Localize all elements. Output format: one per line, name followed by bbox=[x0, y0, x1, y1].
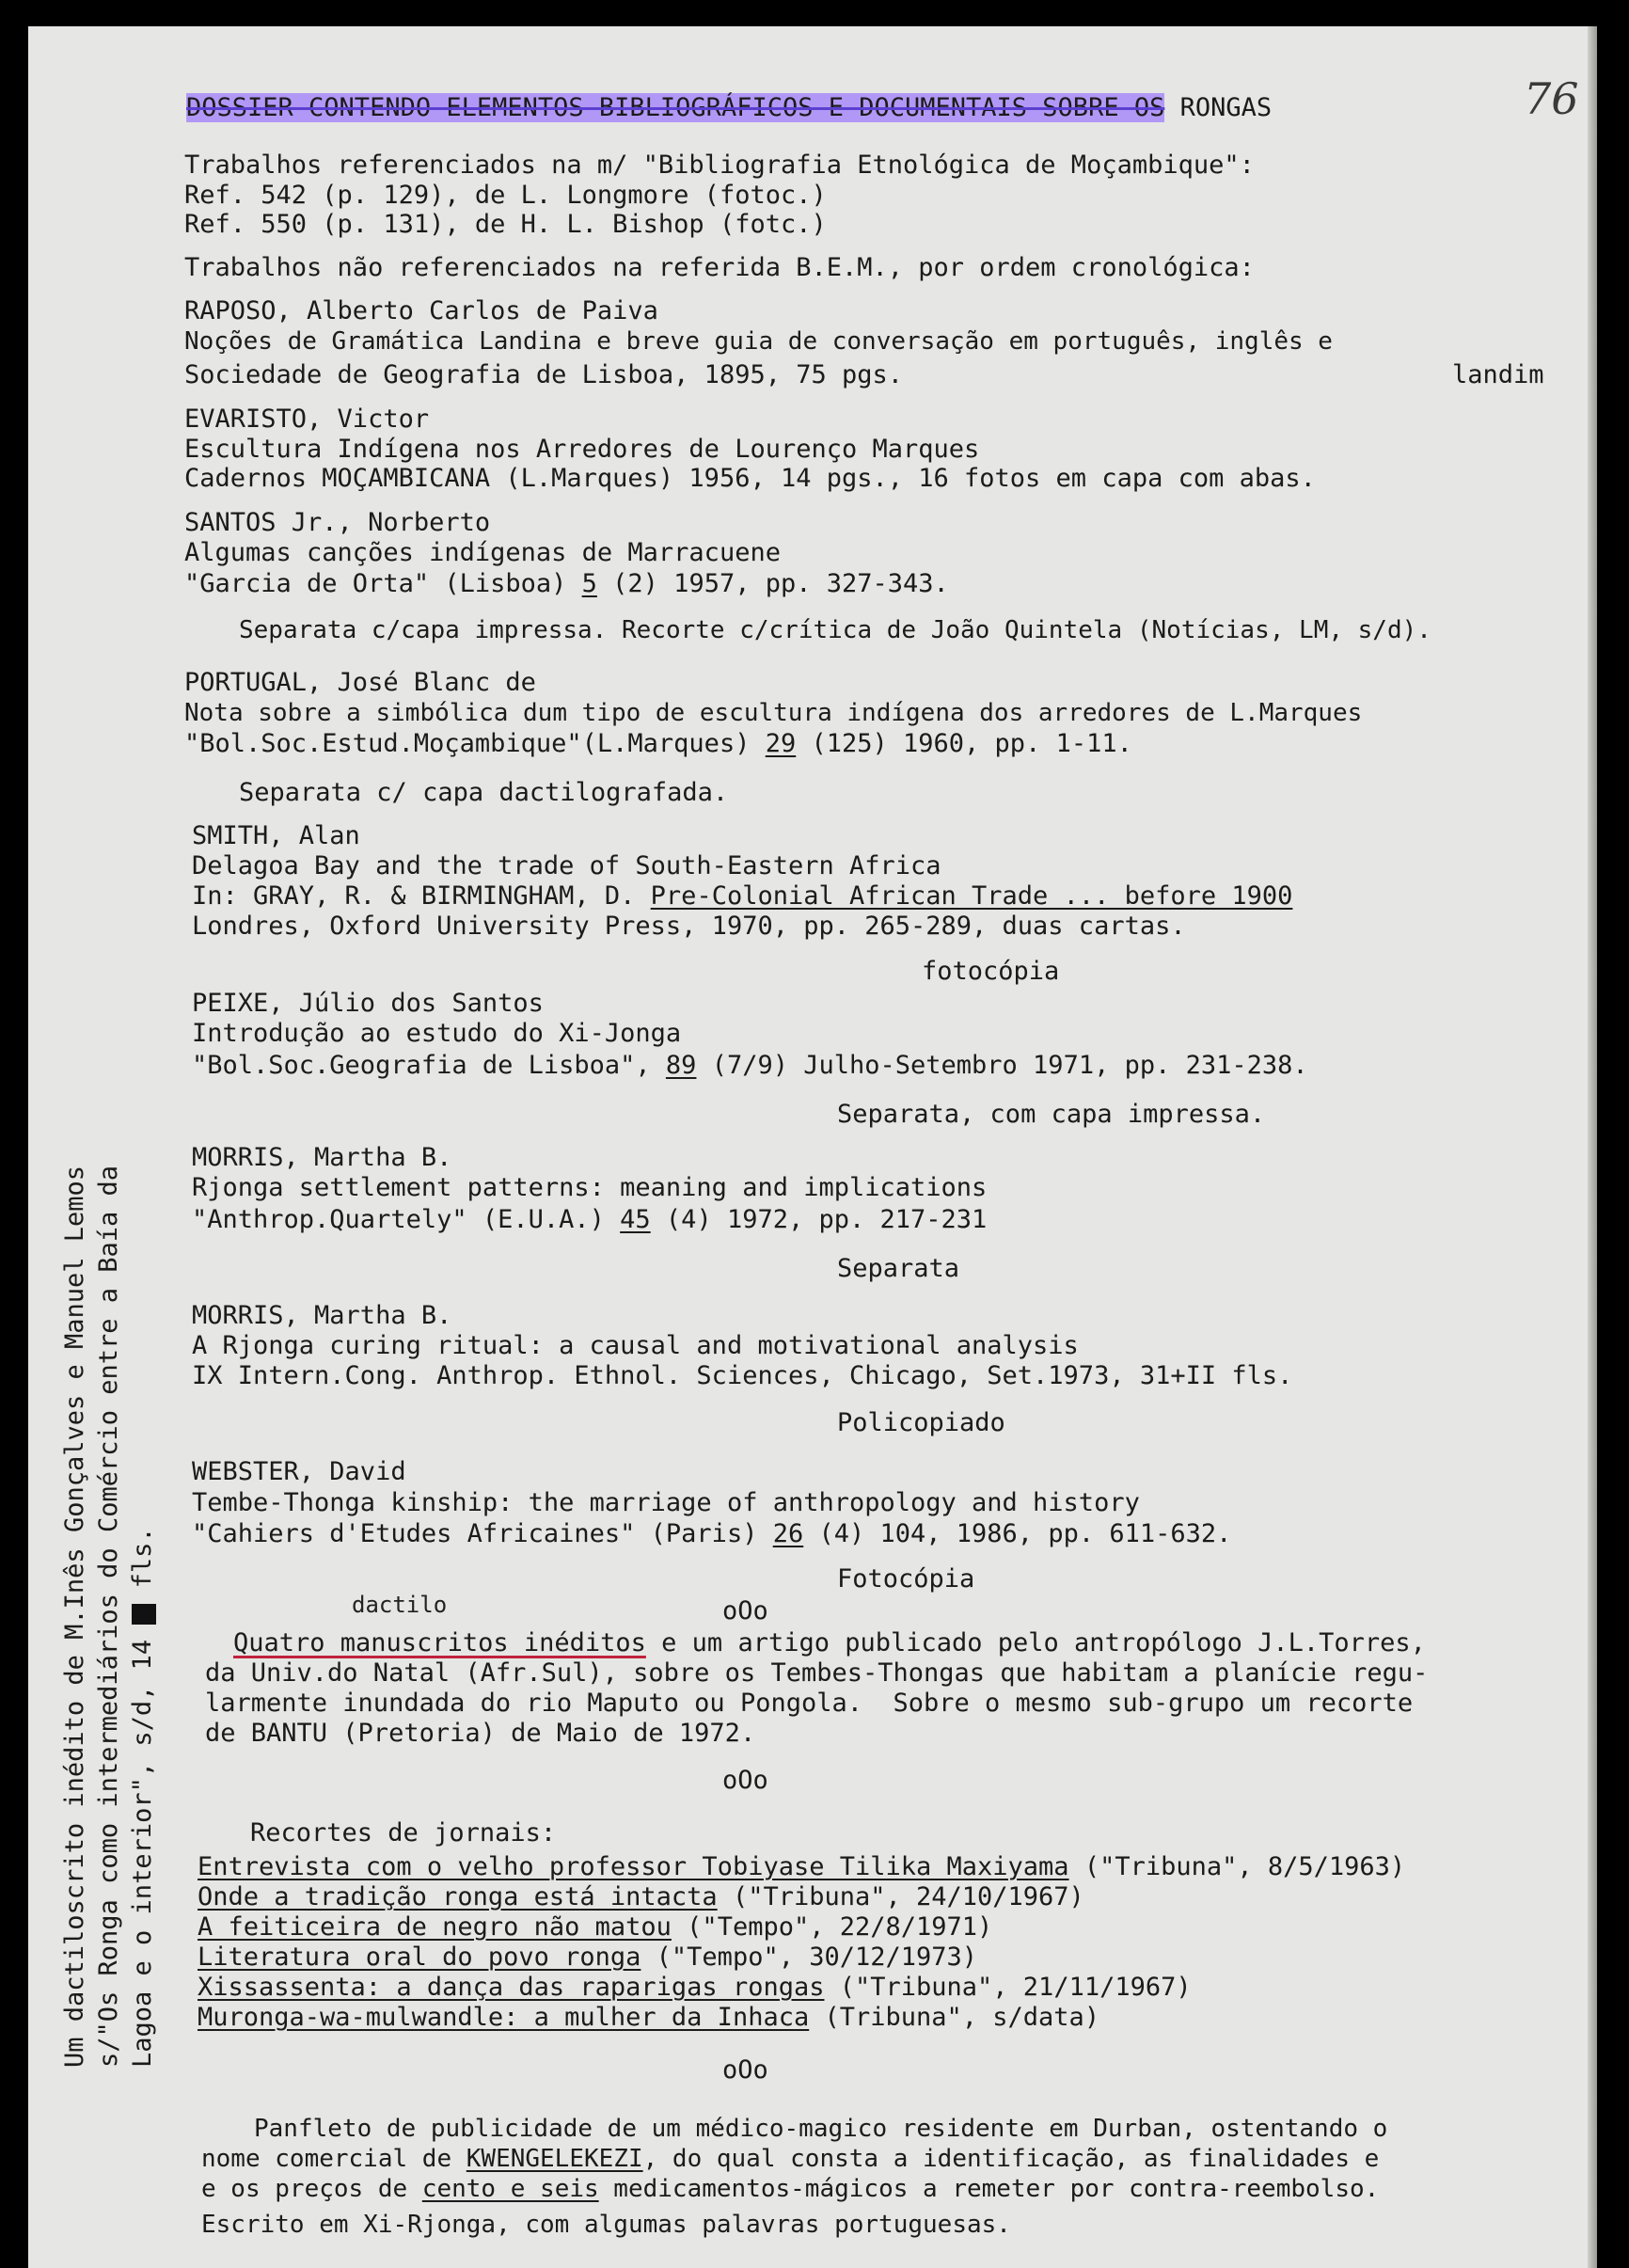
clipping-source: (Tribuna", s/data) bbox=[809, 2003, 1100, 2032]
handwritten-note: landim bbox=[1452, 360, 1544, 389]
entry-in bbox=[192, 882, 1292, 911]
pamphlet-line: Panfleto de publicidade de um médico-magico residente em Durban, ostentando o bbox=[254, 2115, 1388, 2143]
pub-journal: "Bol.Soc.Geografia de Lisboa", bbox=[192, 1051, 666, 1080]
entry-author: MORRIS, Martha B. bbox=[192, 1143, 452, 1172]
sidebar-line: s/"Os Ronga como intermediários do Comércio entre a Baía da bbox=[94, 1165, 123, 2068]
entry-note: fotocópia bbox=[922, 957, 1060, 986]
entry-author: SMITH, Alan bbox=[192, 821, 360, 850]
entry-title: Algumas canções indígenas de Marracuene bbox=[184, 538, 781, 567]
pub-volume: 5 bbox=[581, 569, 597, 598]
pamphlet-line: Escrito em Xi-Rjonga, com algumas palavras portuguesas. bbox=[201, 2211, 1011, 2239]
clipping-item bbox=[198, 1883, 1084, 1911]
entry-author: PEIXE, Júlio dos Santos bbox=[192, 989, 544, 1018]
document-page bbox=[28, 26, 1597, 2268]
separator: oOo bbox=[722, 1766, 768, 1795]
entry-note: Separata bbox=[837, 1254, 960, 1283]
entry-title: Noções de Gramática Landina e breve guia de conversação em português, inglês e bbox=[184, 327, 1333, 356]
pub-journal: "Garcia de Orta" (Lisboa) bbox=[184, 569, 582, 598]
entry-title: Delagoa Bay and the trade of South-Eastern Africa bbox=[192, 851, 941, 880]
pub-volume: 45 bbox=[620, 1205, 651, 1234]
dossier-title-tail: RONGAS bbox=[1164, 93, 1273, 122]
entry-title: Nota sobre a simbólica dum tipo de escultura indígena dos arredores de L.Marques bbox=[184, 699, 1363, 727]
entry-publication: IX Intern.Cong. Anthrop. Ethnol. Sciences, Chicago, Set.1973, 31+II fls. bbox=[192, 1361, 1293, 1390]
torres-line: larmente inundada do rio Maputo ou Pongola. Sobre o mesmo sub-grupo um recorte bbox=[205, 1689, 1414, 1718]
clipping-item bbox=[198, 1913, 992, 1942]
entry-publication: Sociedade de Geografia de Lisboa, 1895, 75 pgs. bbox=[184, 360, 904, 389]
torres-rest: e um artigo publicado pelo antropólogo J.L.Torres, bbox=[645, 1628, 1426, 1657]
entry-publication bbox=[184, 570, 949, 598]
entry-note: Separata c/capa impressa. Recorte c/crítica de João Quintela (Notícias, LM, s/d). bbox=[239, 616, 1431, 644]
dossier-title-struck: DOSSIER CONTENDO ELEMENTOS BIBLIOGRÁFICOS E DOCUMENTAIS SOBRE OS bbox=[186, 93, 1165, 122]
entry-note: Separata, com capa impressa. bbox=[837, 1100, 1266, 1129]
separator: oOo bbox=[722, 1596, 768, 1626]
clipping-source: ("Tribuna", 24/10/1967) bbox=[717, 1882, 1084, 1911]
torres-underlined: Quatro manuscritos inéditos bbox=[233, 1628, 646, 1657]
entry-publication: Cadernos MOÇAMBICANA (L.Marques) 1956, 14 pgs., 16 fotos em capa com abas. bbox=[184, 464, 1316, 493]
clipping-source: ("Tribuna", 21/11/1967) bbox=[824, 1973, 1192, 2002]
torres-line bbox=[233, 1629, 1426, 1657]
dossier-title bbox=[186, 94, 1272, 122]
entry-publication bbox=[192, 1520, 1231, 1548]
pub-journal: "Anthrop.Quartely" (E.U.A.) bbox=[192, 1205, 621, 1234]
pub-volume: 89 bbox=[665, 1051, 697, 1080]
page-number: 76 bbox=[1524, 73, 1579, 124]
clipping-source: ("Tribuna", 8/5/1963) bbox=[1068, 1852, 1406, 1881]
pamphlet-text: e os preços de bbox=[201, 2175, 422, 2203]
in-editors: In: GRAY, R. & BIRMINGHAM, D. bbox=[192, 881, 651, 911]
pub-volume: 26 bbox=[772, 1519, 804, 1548]
entry-publication bbox=[184, 730, 1132, 758]
pamphlet-count: cento e seis bbox=[421, 2175, 599, 2203]
pub-details: (4) 1972, pp. 217-231 bbox=[650, 1205, 988, 1234]
entry-author: PORTUGAL, José Blanc de bbox=[184, 668, 536, 697]
pamphlet-line bbox=[201, 2175, 1379, 2203]
torres-line: da Univ.do Natal (Afr.Sul), sobre os Tembes-Thongas que habitam a planície regu- bbox=[205, 1658, 1429, 1688]
clipping-source: ("Tempo", 22/8/1971) bbox=[671, 1912, 993, 1942]
entry-publication bbox=[192, 1206, 987, 1234]
entry-publication: Londres, Oxford University Press, 1970, pp. 265-289, duas cartas. bbox=[192, 912, 1186, 941]
intro-line: Ref. 542 (p. 129), de L. Longmore (fotoc.) bbox=[184, 181, 827, 210]
clipping-title: A feiticeira de negro não matou bbox=[198, 1912, 672, 1942]
entry-author: MORRIS, Martha B. bbox=[192, 1301, 452, 1330]
pub-volume: 29 bbox=[765, 729, 797, 758]
clipping-item bbox=[198, 1974, 1192, 2002]
clipping-title: Onde a tradição ronga está intacta bbox=[198, 1882, 718, 1911]
pamphlet-text: medicamentos-mágicos a remeter por contra-reembolso. bbox=[598, 2175, 1380, 2203]
torres-line: de BANTU (Pretoria) de Maio de 1972. bbox=[205, 1719, 756, 1748]
pub-details: (7/9) Julho-Setembro 1971, pp. 231-238. bbox=[696, 1051, 1308, 1080]
entry-author: RAPOSO, Alberto Carlos de Paiva bbox=[184, 296, 658, 325]
entry-author: SANTOS Jr., Norberto bbox=[184, 508, 491, 537]
clipping-title: Muronga-wa-mulwandle: a mulher da Inhaca bbox=[198, 2003, 810, 2032]
pamphlet-text: , do qual consta a identificação, as finalidades e bbox=[642, 2145, 1380, 2173]
pub-details: (2) 1957, pp. 327-343. bbox=[596, 569, 949, 598]
clipping-title: Xissassenta: a dança das raparigas rongas bbox=[198, 1973, 825, 2002]
pub-journal: "Bol.Soc.Estud.Moçambique"(L.Marques) bbox=[184, 729, 766, 758]
entry-note: Fotocópia bbox=[837, 1564, 975, 1594]
pamphlet-text: nome comercial de bbox=[201, 2145, 467, 2173]
entry-note: Separata c/ capa dactilografada. bbox=[239, 778, 729, 807]
ink-blot bbox=[132, 1604, 156, 1625]
clipping-item bbox=[198, 1943, 977, 1972]
pub-details: (4) 104, 1986, pp. 611-632. bbox=[803, 1519, 1232, 1548]
clipping-source: ("Tempo", 30/12/1973) bbox=[641, 1943, 978, 1972]
clipping-item bbox=[198, 2004, 1099, 2032]
clippings-heading: Recortes de jornais: bbox=[250, 1818, 557, 1848]
pamphlet-line bbox=[201, 2145, 1379, 2173]
entry-note: Policopiado bbox=[837, 1408, 1005, 1437]
sidebar-text: Lagoa e o interior", s/d, 14 bbox=[128, 1624, 157, 2068]
intro-line: Trabalhos referenciados na m/ "Bibliografia Etnológica de Moçambique": bbox=[184, 151, 1255, 180]
entry-publication bbox=[192, 1052, 1308, 1080]
clipping-title: Literatura oral do povo ronga bbox=[198, 1943, 641, 1972]
entry-title: Escultura Indígena nos Arredores de Lourenço Marques bbox=[184, 435, 980, 464]
pub-journal: "Cahiers d'Etudes Africaines" (Paris) bbox=[192, 1519, 773, 1548]
pamphlet-brand: KWENGELEKEZI bbox=[466, 2145, 643, 2173]
sidebar-line bbox=[126, 55, 160, 2068]
clipping-title: Entrevista com o velho professor Tobiyase Tilika Maxiyama bbox=[198, 1852, 1069, 1881]
entry-author: EVARISTO, Victor bbox=[184, 404, 430, 434]
sidebar-text: fls. bbox=[128, 1527, 157, 1604]
separator: oOo bbox=[722, 2055, 768, 2085]
clipping-item bbox=[198, 1853, 1405, 1881]
entry-title: Rjonga settlement patterns: meaning and implications bbox=[192, 1173, 988, 1202]
entry-title: Tembe-Thonga kinship: the marriage of anthropology and history bbox=[192, 1488, 1140, 1517]
intro-line: Ref. 550 (p. 131), de H. L. Bishop (fotc.) bbox=[184, 210, 827, 239]
entry-title: A Rjonga curing ritual: a causal and motivational analysis bbox=[192, 1331, 1079, 1360]
intro-line: Trabalhos não referenciados na referida B.E.M., por ordem cronológica: bbox=[184, 253, 1255, 282]
entry-author: WEBSTER, David bbox=[192, 1457, 406, 1486]
sidebar-line: Um dactiloscrito inédito de M.Inês Gonçalves e Manuel Lemos bbox=[60, 1165, 89, 2068]
entry-title: Introdução ao estudo do Xi-Jonga bbox=[192, 1019, 682, 1048]
sidebar-note bbox=[58, 55, 160, 2068]
pub-details: (125) 1960, pp. 1-11. bbox=[796, 729, 1132, 758]
page-edge bbox=[1588, 26, 1597, 2268]
in-book-title: Pre-Colonial African Trade ... before 1900 bbox=[650, 881, 1293, 911]
handwritten-insert: dactilo bbox=[352, 1592, 448, 1618]
